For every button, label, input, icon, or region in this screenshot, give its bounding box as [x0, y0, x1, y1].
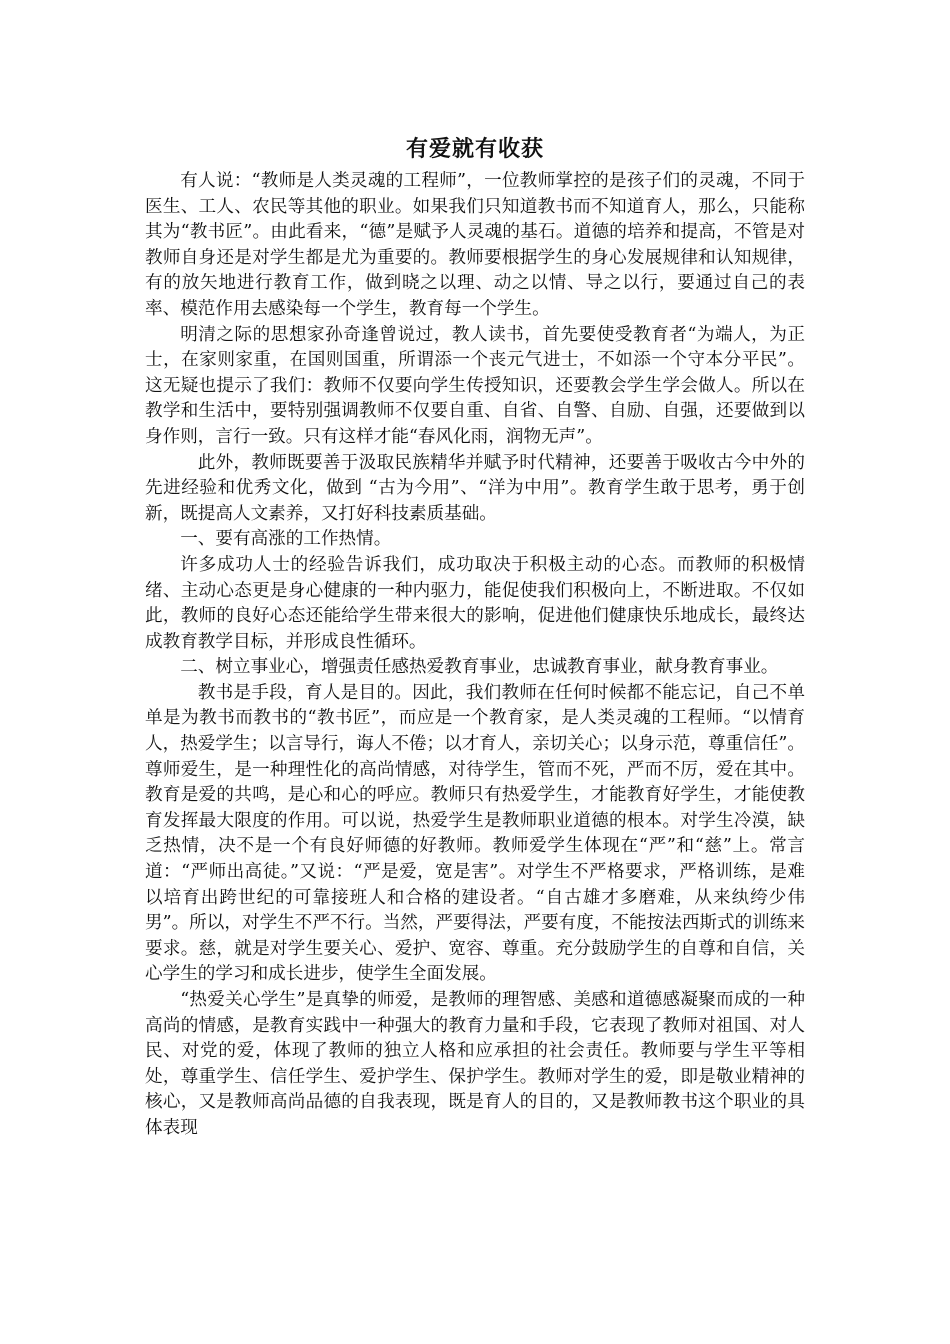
- paragraph-love-students: “热爱关心学生”是真挚的师爱，是教师的理智感、美感和道德感凝聚而成的一种高尚的情感，是教育实践中一种强大的教育力量和手段，它表现了教师对祖国、对人民、对党的爱，体现了教师的独立人格和应承担的社会责任。教师要与学生平等相处，尊重学生、信任学生、爱护学生、保护学生。教师对学生的爱，即是敬业精神的核心，又是教师高尚品德的自我表现，既是育人的目的，又是教师教书这个职业的具体表现: [145, 990, 805, 1138]
- section-heading-1: 一、要有高涨的工作热情。: [180, 529, 392, 550]
- document-title: 有爱就有收获: [405, 137, 544, 162]
- paragraph-culture: 此外，教师既要善于汲取民族精华并赋予时代精神，还要善于吸收古今中外的先进经验和优秀文化，做到 “古为今用”、“洋为中用”。教育学生敢于思考，勇于创新，既提高人文素养，又打好科技素质基础。: [145, 452, 805, 524]
- paragraph-teaching-purpose: 教书是手段，育人是目的。因此，我们教师在任何时候都不能忘记，自己不单单是为教书而教书的“教书匠”，而应是一个教育家，是人类灵魂的工程师。“以情育人，热爱学生；以言导行，诲人不倦；以才育人，亲切关心；以身示范，尊重信任”。尊师爱生，是一种理性化的高尚情感，对待学生，管而不死，严而不厉，爱在其中。教育是爱的共鸣，是心和心的呼应。教师只有热爱学生，才能教育好学生，才能使教育发挥最大限度的作用。可以说，热爱学生是教师职业道德的根本。对学生冷漠，缺乏热情，决不是一个有良好师德的好教师。教师爱学生体现在“严”和“慈”上。常言道：“严师出高徒。”又说：“严是爱，宽是害”。对学生不严格要求，严格训练，是难以培育出跨世纪的可靠接班人和合格的建设者。“自古雄才多磨难，从来纨绔少伟男”。所以，对学生不严不行。当然，严要得法，严要有度，不能按法西斯式的训练来要求。慈，就是对学生要关心、爱护、宽容、尊重。充分鼓励学生的自尊和自信，关心学生的学习和成长进步，使学生全面发展。: [145, 682, 805, 985]
- paragraph-sun-qifeng: 明清之际的思想家孙奇逢曾说过，教人读书，首先要使受教育者“为端人，为正士，在家则家重，在国则国重，所谓添一个丧元气进士，不如添一个守本分平民”。 这无疑也提示了我们：教师不仅要向学生传授知识，还要教会学生学会做人。所以在教学和生活中，要特别强调教师不仅要自重、自省、自警、自励、自强，还要做到以身作则，言行一致。只有这样才能“春风化雨，润物无声”。: [145, 324, 805, 447]
- section-heading-2: 二、树立事业心，增强责任感热爱教育事业，忠诚教育事业，献身教育事业。: [180, 657, 779, 678]
- paragraph-attitude: 许多成功人士的经验告诉我们，成功取决于积极主动的心态。而教师的积极情绪、主动心态更是身心健康的一种内驱力，能促使我们积极向上，不断进取。不仅如此，教师的良好心态还能给学生带来很大的影响，促进他们健康快乐地成长，最终达成教育教学目标，并形成良性循环。: [145, 554, 805, 652]
- paragraph-intro: 有人说：“教师是人类灵魂的工程师”，一位教师掌控的是孩子们的灵魂，不同于医生、工人、农民等其他的职业。如果我们只知道教书而不知道育人，那么，只能称其为“教书匠”。由此看来，“德”是赋予人灵魂的基石。道德的培养和提高，不管是对教师自身还是对学生都是尤为重要的。教师要根据学生的身心发展规律和认知规律，有的放矢地进行教育工作，做到晓之以理、动之以情、导之以行，要通过自己的表率、模范作用去感染每一个学生，教育每一个学生。: [145, 171, 805, 319]
- document-body: [145, 133, 805, 1142]
